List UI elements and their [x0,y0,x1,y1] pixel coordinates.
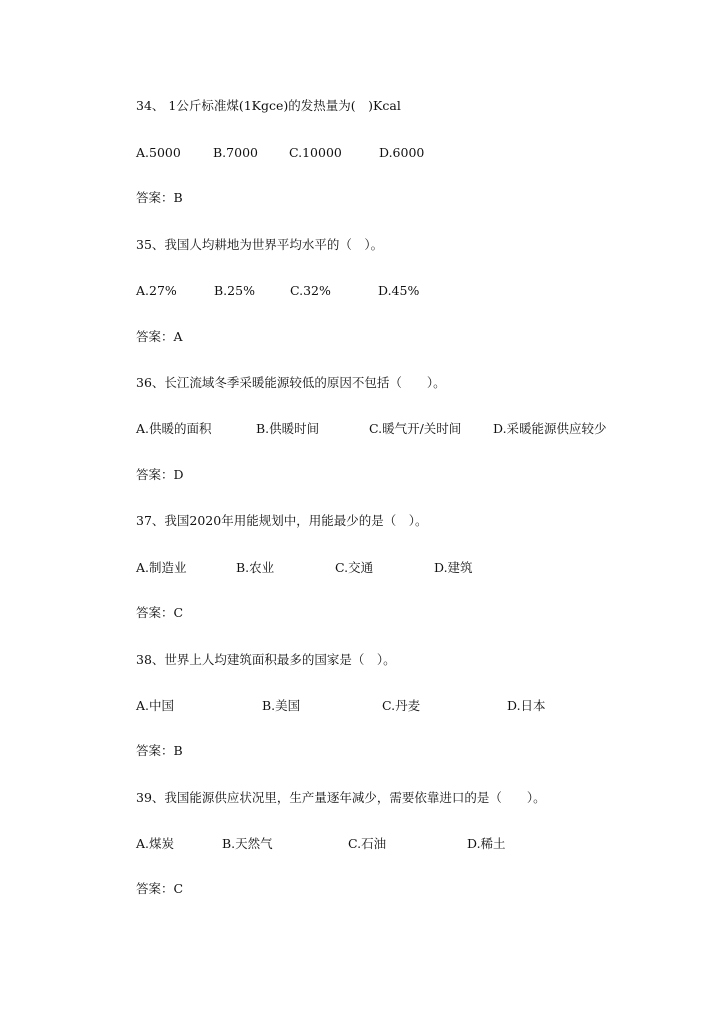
option-d: D.45% [378,283,420,298]
answer: 答案：C [136,881,184,896]
option-a: A.中国 [136,698,175,713]
option-a: A.27% [136,283,177,298]
answer: 答案：B [136,190,183,205]
options-row [136,421,676,437]
options-row [136,560,656,576]
answer: 答案：B [136,743,183,758]
option-c: C.32% [290,283,331,298]
option-c: C.10000 [289,145,342,160]
question-stem: 36、长江流域冬季采暖能源较低的原因不包括（ ）。 [136,375,446,390]
question-stem: 34、 1公斤标准煤(1Kgce)的发热量为( )Kcal [136,98,401,113]
options-row [136,698,656,714]
option-b: B.农业 [236,560,275,575]
option-a: A.5000 [136,145,181,160]
option-b: B.7000 [213,145,258,160]
option-c: C.石油 [348,836,387,851]
option-d: D.日本 [507,698,546,713]
option-b: B.天然气 [222,836,273,851]
option-d: D.稀土 [467,836,506,851]
answer: 答案：D [136,467,184,482]
option-c: C.丹麦 [382,698,421,713]
question-stem: 37、我国2020年用能规划中，用能最少的是（ ）。 [136,513,428,528]
answer: 答案：C [136,605,184,620]
option-a: A.制造业 [136,560,187,575]
option-a: A.煤炭 [136,836,175,851]
option-c: C.交通 [335,560,374,575]
option-d: D.6000 [379,145,425,160]
options-row [136,283,656,299]
option-b: B.供暖时间 [256,421,320,436]
option-c: C.暖气开/关时间 [369,421,462,436]
question-stem: 39、我国能源供应状况里，生产量逐年减少，需要依靠进口的是（ ）。 [136,790,546,805]
options-row [136,836,656,852]
answer: 答案：A [136,329,183,344]
question-stem: 35、我国人均耕地为世界平均水平的（ ）。 [136,237,384,252]
option-b: B.25% [214,283,255,298]
option-d: D.采暖能源供应较少 [493,421,607,436]
option-d: D.建筑 [434,560,473,575]
question-stem: 38、世界上人均建筑面积最多的国家是（ ）。 [136,652,396,667]
option-b: B.美国 [262,698,301,713]
options-row [136,145,656,161]
option-a: A.供暖的面积 [136,421,212,436]
